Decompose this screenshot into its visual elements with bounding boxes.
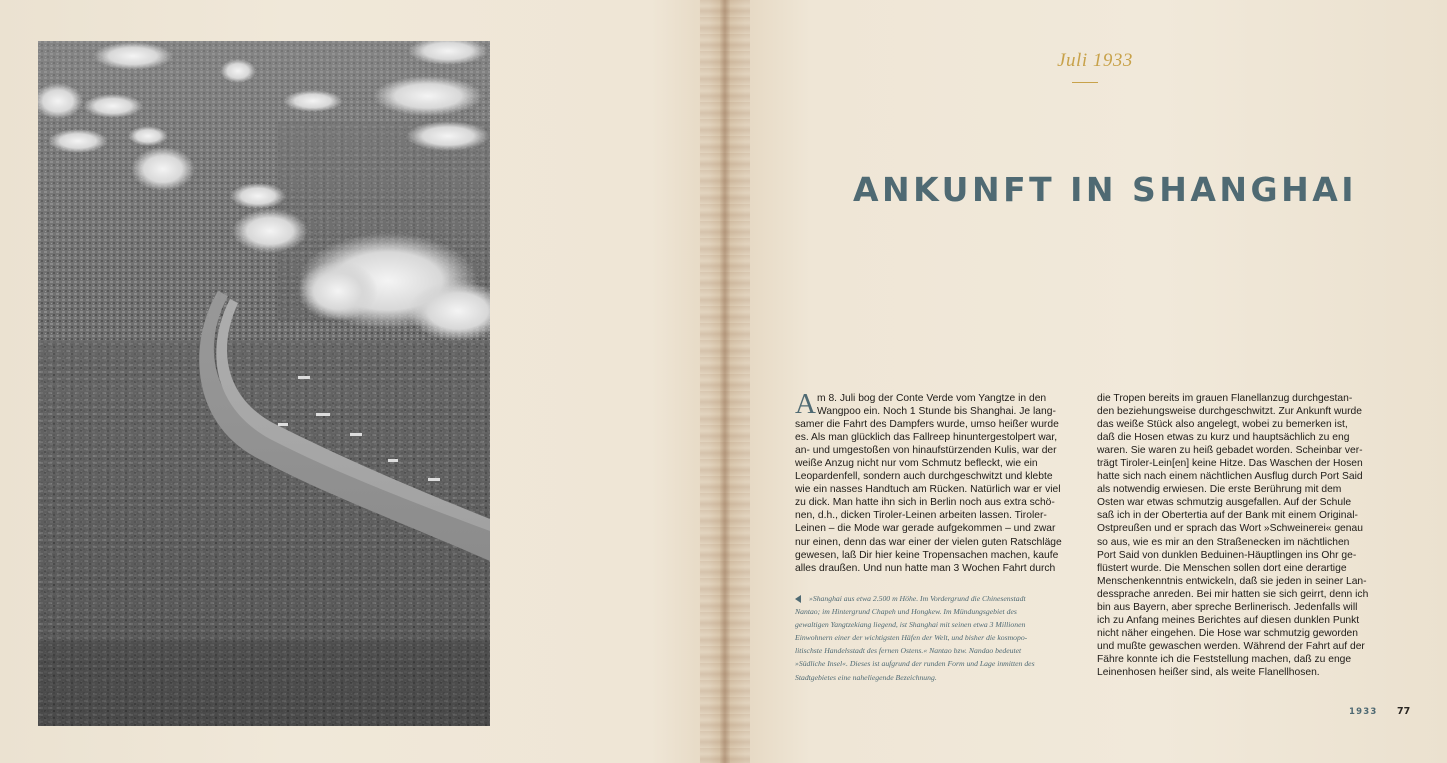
- body-column-2: [1097, 392, 1375, 679]
- text-line: flüstert wurde. Die Menschen sollen dort eine derartige: [1097, 562, 1347, 574]
- text-line: nur einen, denn das war einer der vielen guten Ratschläge: [795, 536, 1062, 548]
- caption-line: gewaltigen Yangtzekiang liegend, ist Shanghai mit seinen etwa 3 Millionen: [795, 620, 1026, 630]
- text-line: gewesen, laß Dir hier keine Tropensachen machen, kaufe: [795, 549, 1059, 561]
- text-line: saß ich in der Obertertia auf der Bank mit einem Original-: [1097, 510, 1358, 522]
- text-line: Ostpreußen und er sprach das Wort »Schweinerei« genau: [1097, 523, 1363, 535]
- text-line: nen, d.h., dicken Tiroler-Leinen arbeiten lassen. Tiroler-: [795, 510, 1047, 522]
- text-line: m 8. Juli bog der Conte Verde vom Yangtze in den: [817, 393, 1047, 404]
- text-line: ich zu Anfang meines Berichtes auf diesen dunklen Punkt: [1097, 614, 1360, 626]
- text-line: bin aus Bayern, aber spreche Berlinerisch. Jedenfalls will: [1097, 601, 1358, 613]
- chapter-date: Juli 1933: [1057, 50, 1133, 71]
- aerial-photo-shanghai-icon: [38, 41, 490, 726]
- text-line: Wangpoo ein. Noch 1 Stunde bis Shanghai. Je lang-: [817, 406, 1056, 418]
- text-line: den beziehungsweise durchgeschwitzt. Zur Ankunft wurde: [1097, 406, 1363, 418]
- text-line: Port Said von dunklen Beduinen-Häuptlingen ins Ohr ge-: [1097, 549, 1357, 561]
- text-line: Leinen – die Mode war gerade aufgekommen – und zwar: [795, 523, 1056, 535]
- photo-caption: [795, 592, 1070, 684]
- drop-cap: A: [795, 388, 816, 420]
- caption-line: »Südliche Insel«. Dieses ist aufgrund der runden Form und Lage inmitten des: [795, 659, 1035, 669]
- text-line: zu dick. Man hatte ihn sich in Berlin noch aus extra schö-: [795, 497, 1055, 509]
- text-line: an- und umgestoßen von hinaufstürzenden Kulis, war der: [795, 445, 1057, 457]
- caption-line: Einwohnern einer der wichtigsten Häfen der Welt, und bisher die kosmopo-: [795, 633, 1028, 643]
- text-line: die Tropen bereits im grauen Flanellanzug durchgestan-: [1097, 393, 1353, 404]
- page-number: 77: [1397, 706, 1411, 717]
- chapter-title: ANKUNFT IN SHANGHAI: [853, 170, 1358, 209]
- book-gutter: [700, 0, 750, 763]
- text-line: und mußte gewaschen werden. Während der Fahrt auf der: [1097, 640, 1365, 652]
- text-line: hatte sich nach einem nächtlichen Ausflug durch Port Said: [1097, 471, 1363, 483]
- caption-line: »Shanghai aus etwa 2.500 m Höhe. Im Vordergrund die Chinesenstadt: [809, 594, 1026, 603]
- text-line: daß die Hosen etwas zu kurz und hauptsächlich zu eng: [1097, 432, 1350, 444]
- text-line: nicht näher eingehen. Die Hose war schmutzig geworden: [1097, 627, 1359, 639]
- text-line: das weiße Stück also angelegt, wobei zu bemerken ist,: [1097, 419, 1348, 431]
- text-line: Osten war etwas schmutzig ausgefallen. Auf der Schule: [1097, 497, 1352, 509]
- caption-line: Nantao; im Hintergrund Chapeh und Hongkew. Im Mündungsgebiet des: [795, 607, 1017, 617]
- aerial-photo: [38, 41, 490, 726]
- text-line: wie ein nasses Handtuch am Rücken. Natürlich war er viel: [795, 484, 1061, 496]
- text-line: Leopardenfell, sondern auch durchgeschwitzt und klebte: [795, 471, 1053, 483]
- text-line: weiße Anzug nicht nur vom Schmutz befleckt, wie ein: [795, 458, 1038, 470]
- text-line: so aus, wie es mir an den Straßenecken im nächtlichen: [1097, 536, 1350, 548]
- text-line: dessprache anreden. Bei mir hatten sie sich geirrt, denn ich: [1097, 588, 1369, 600]
- text-line: Fähre konnte ich die Feststellung machen, daß zu enge: [1097, 653, 1352, 665]
- text-line: trägt Tiroler-Lein[en] keine Hitze. Das Waschen der Hosen: [1097, 458, 1363, 470]
- running-footer-year: 1933: [1349, 707, 1378, 717]
- text-line: Leinenhosen heißer sind, als weite Flanellhosen.: [1097, 666, 1320, 678]
- date-underline: [1072, 82, 1098, 83]
- text-line: alles draußen. Und nun hatte man 3 Wochen Fahrt durch: [795, 562, 1056, 574]
- text-line: waren. Sie waren zu heiß gebadet worden. Scheinbar ver-: [1097, 445, 1363, 457]
- caption-line: Stadtgebietes eine naheliegende Bezeichnung.: [795, 672, 937, 682]
- caption-line: litischste Handelsstadt des fernen Ostens.« Nantao bzw. Nandao bedeutet: [795, 646, 1022, 656]
- text-line: es. Als man glücklich das Fallreep hinuntergestolpert war,: [795, 432, 1058, 444]
- text-line: samer die Fahrt des Dampfers wurde, umso heißer wurde: [795, 419, 1059, 431]
- body-column-1: [795, 388, 1072, 575]
- text-line: als notwendig erwiesen. Die erste Berührung mit dem: [1097, 484, 1342, 496]
- text-line: Menschenkenntnis entwickeln, daß sie jeden in seiner Lan-: [1097, 575, 1367, 587]
